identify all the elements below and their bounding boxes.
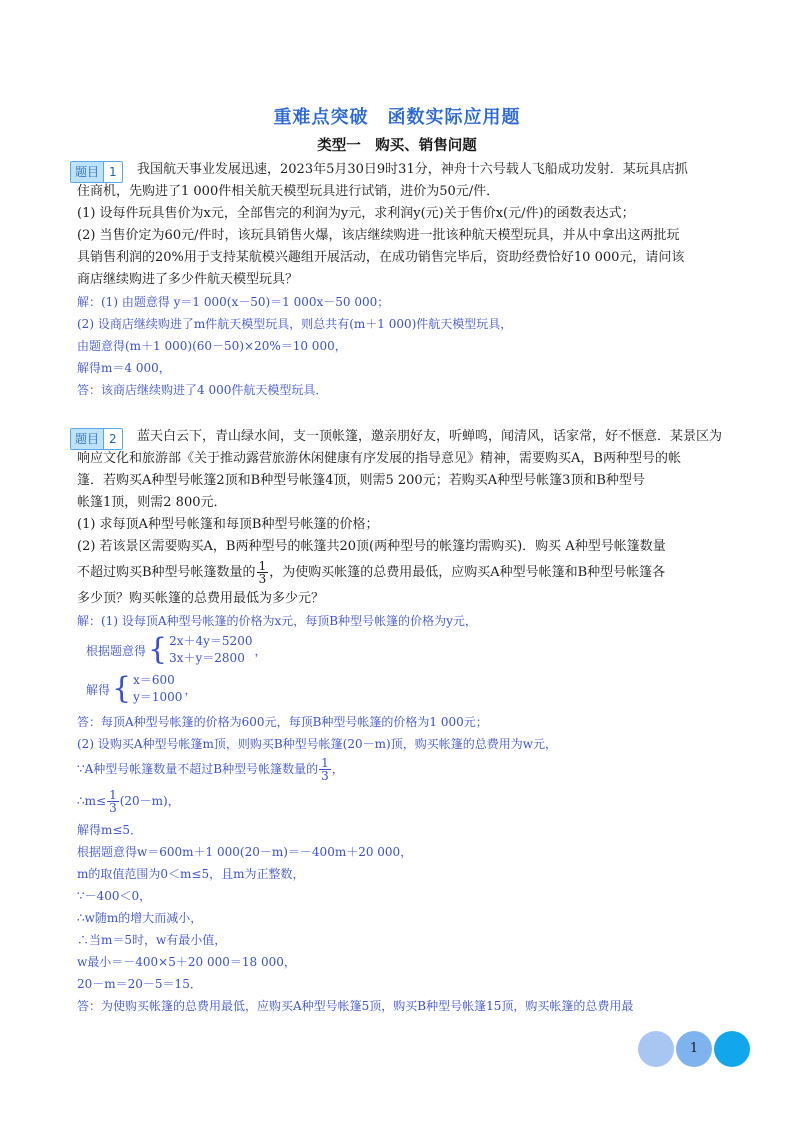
problem1-line: 住商机，先购进了1 000件相关航天模型玩具进行试销，进价为50元/件． [77, 184, 500, 199]
problem2-solution-line: ∴w随m的增大而减小， [77, 911, 203, 925]
problem2-solution-line: ∵－400＜0， [77, 889, 152, 903]
problem2-solution-line: 答：为使购买帐篷的总费用最低，应购买A种型号帐篷5顶，购买B种型号帐篷15顶，购买帐篷的总费用最 [77, 999, 634, 1013]
text-segment: 根据题意得 [86, 643, 147, 658]
brace-icon: { [112, 671, 132, 706]
problem2-solution-line: 解：(1) 设每顶A种型号帐篷的价格为x元，每顶B种型号帐篷的价格为y元， [77, 614, 477, 628]
problem2-line: 帐篷1顶，则需2 800元． [77, 495, 227, 510]
badge-label: 题目 [71, 429, 103, 449]
text-segment: 解得 [86, 682, 111, 697]
section-title: 类型一 购买、销售问题 [317, 138, 477, 154]
text-segment: ∴m≤ [77, 794, 107, 808]
problem2-line: 蓝天白云下，青山绿水间，支一顶帐篷，邀亲朋好友，听蝉鸣，闻清风，话家常，好不惬意．某景区为 [137, 429, 723, 444]
problem2-solution-line: 答：每顶A种型号帐篷的价格为600元，每顶B种型号帐篷的价格为1 000元； [77, 715, 488, 729]
text-segment: ，为使购买帐篷的总费用最低，应购买A种型号帐篷和B种型号帐篷各 [269, 565, 666, 580]
text-segment: 不超过购买B种型号帐篷数量的 [77, 565, 256, 580]
badge-number: 2 [103, 429, 122, 449]
problem2-line: (2) 若该景区需要购买A，B两种型号的帐篷共20顶(两种型号的帐篷均需购买)．购买 A种型号帐篷数量 [77, 539, 666, 554]
problem2-solution-line-fraction [77, 788, 180, 814]
fraction-one-third: $\frac{1}{3}$ [258, 559, 267, 586]
fraction-one-third: $\frac{1}{3}$ [109, 788, 117, 815]
equation-system: 根据题意得 { 2x＋4y＝5200 3x＋y＝2800 ， [86, 632, 267, 667]
problem2-line: (1) 求每顶A种型号帐篷和每顶B种型号帐篷的价格； [77, 517, 379, 532]
page-title: 重难点突破 函数实际应用题 [273, 107, 521, 128]
problem2-solution-line: m的取值范围为0＜m≤5，且m为正整数， [77, 867, 305, 881]
equation: y＝1000 [133, 690, 183, 704]
problem-badge-2 [70, 428, 123, 450]
circle-icon [714, 1031, 750, 1067]
equation: 2x＋4y＝5200 [169, 634, 253, 648]
badge-label: 题目 [71, 162, 103, 182]
problem1-solution-line: (2) 设商店继续购进了m件航天模型玩具，则总共有(m＋1 000)件航天模型玩具， [77, 317, 513, 331]
problem1-line: 我国航天事业发展迅速，2023年5月30日9时31分，神舟十六号载人飞船成功发射．某玩具店抓 [137, 162, 688, 177]
problem2-solution-line: 20－m＝20－5＝15． [77, 977, 202, 991]
problem1-solution-line: 解：(1) 由题意得 y＝1 000(x－50)＝1 000x－50 000； [77, 295, 390, 309]
problem1-line: (1) 设每件玩具售价为x元，全部售完的利润为y元，求利润y(元)关于售价x(元/件)的函数表达式； [77, 206, 635, 221]
fraction-one-third: $\frac{1}{3}$ [321, 756, 329, 783]
problem2-solution-line: w最小＝－400×5＋20 000＝18 000， [77, 955, 296, 969]
circle-icon [638, 1031, 674, 1067]
problem2-solution-line: 根据题意得w＝600m＋1 000(20－m)＝－400m＋20 000， [77, 845, 413, 859]
solution-system: 解得 { x＝600 y＝1000 ， [86, 671, 197, 706]
problem1-solution-line: 由题意得(m＋1 000)(60－50)×20%＝10 000， [77, 339, 347, 353]
problem2-solution-line: (2) 设购买A种型号帐篷m顶，则购买B种型号帐篷(20－m)顶，购买帐篷的总费用为w元， [77, 737, 557, 751]
problem-badge-1 [70, 161, 123, 183]
text-segment: (20－m)， [119, 794, 180, 808]
problem1-line: 具销售利润的20%用于支持某航模兴趣组开展活动，在成功销售完毕后，资助经费恰好10 000元，请问该 [77, 250, 685, 265]
equation: x＝600 [133, 673, 175, 687]
badge-number: 1 [103, 162, 122, 182]
problem2-line: 多少顶？购买帐篷的总费用最低为多少元？ [77, 591, 325, 606]
problem2-solution-line: 解得m≤5． [77, 823, 143, 837]
problem2-line-with-fraction [77, 560, 665, 586]
brace-icon: { [148, 632, 168, 667]
problem2-line: 篷．若购买A种型号帐篷2顶和B种型号帐篷4顶，则需5 200元；若购买A种型号帐篷3顶和B种型号 [77, 473, 645, 488]
problem1-line: (2) 当售价定为60元/件时，该玩具销售火爆，该店继续购进一批该种航天模型玩具，并从中拿出这两批玩 [77, 228, 680, 243]
problem2-solution-line: ∴当m＝5时，w有最小值， [77, 933, 227, 947]
text-segment: ∵A种型号帐篷数量不超过B种型号帐篷数量的 [77, 762, 319, 776]
problem1-line: 商店继续购进了多少件航天模型玩具？ [77, 272, 299, 287]
problem1-solution-line: 解得m＝4 000， [77, 361, 171, 375]
page-number: 1 [689, 1041, 699, 1056]
page-number-badge [638, 1031, 750, 1067]
problem2-line: 响应文化和旅游部《关于推动露营旅游休闲健康有序发展的指导意见》精神，需要购买A，B两种型号的帐 [77, 451, 681, 466]
problem2-solution-line-fraction: ∵A种型号帐篷数量不超过B种型号帐篷数量的 $\frac{1}{3}$ ， [77, 756, 344, 783]
equation: 3x＋y＝2800 [169, 651, 245, 665]
problem1-solution-line: 答：该商店继续购进了4 000件航天模型玩具． [77, 383, 328, 397]
